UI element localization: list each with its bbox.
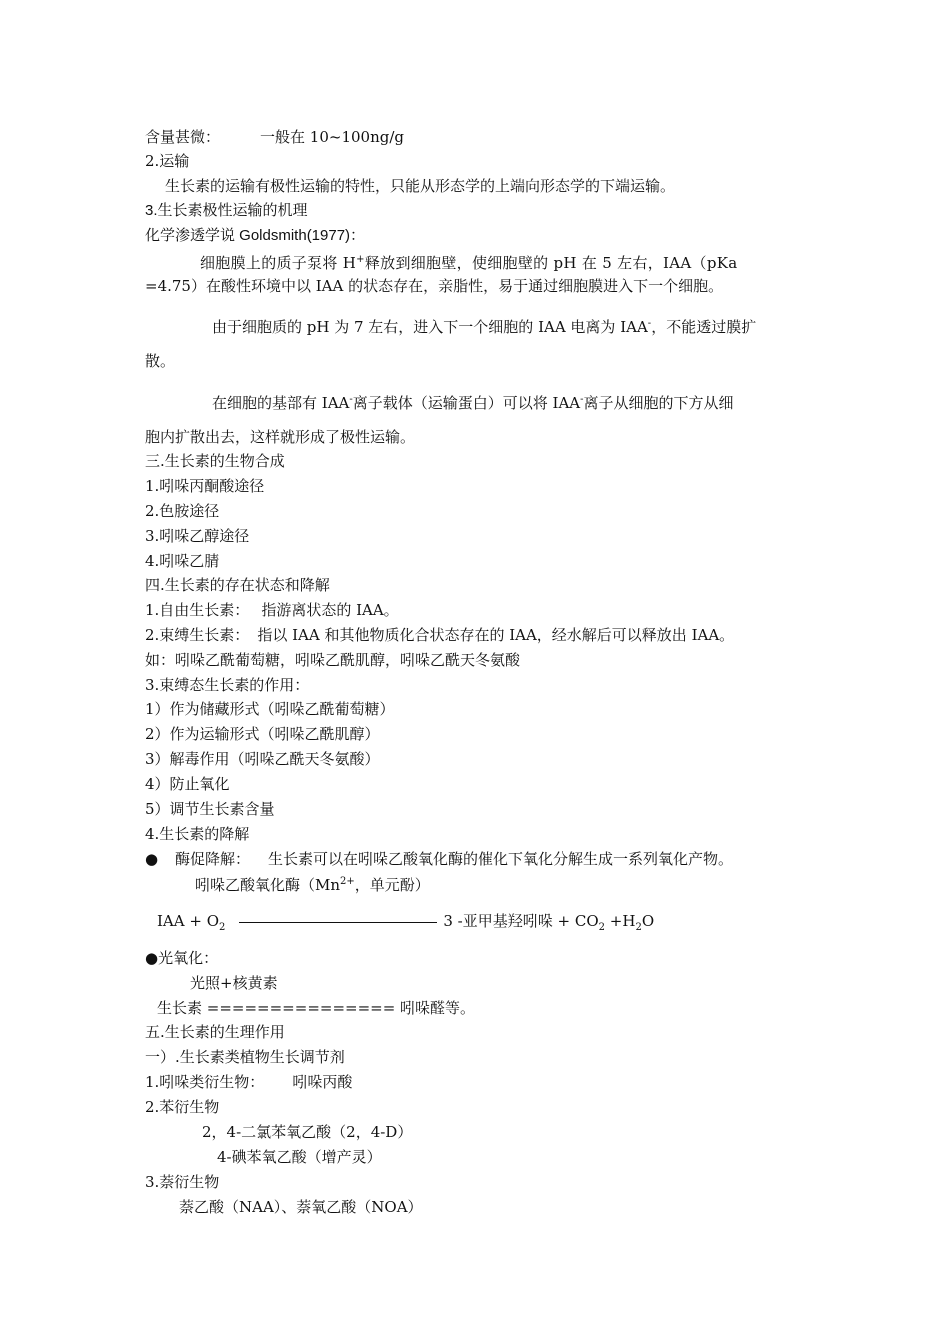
subscript: 2 bbox=[635, 922, 642, 933]
para-proton-pump-cont: =4.75）在酸性环境中以 IAA 的状态存在，亲脂性，易于通过细胞膜进入下一个细胞。 bbox=[145, 277, 724, 295]
superscript: + bbox=[356, 254, 365, 265]
heading-physiology: 五.生长素的生理作用 bbox=[145, 1023, 285, 1041]
text: 1.自由生长素： bbox=[145, 601, 250, 619]
list-item: 3.吲哚乙醇途径 bbox=[145, 527, 250, 545]
text: 吲哚丙酸 bbox=[292, 1073, 353, 1091]
list-item: 1）作为储藏形式（吲哚乙酰葡萄糖） bbox=[145, 700, 395, 718]
list-item: 3.萘衍生物 bbox=[145, 1173, 220, 1191]
text: 酶促降解： bbox=[175, 850, 251, 868]
list-item-enzymatic bbox=[145, 848, 733, 870]
heading-bound-role: 3.束缚态生长素的作用： bbox=[145, 676, 310, 694]
text: 1.吲哚类衍生物： bbox=[145, 1073, 265, 1091]
list-item: 3）解毒作用（吲哚乙酰天冬氨酸） bbox=[145, 750, 380, 768]
heading-degradation: 4.生长素的降解 bbox=[145, 825, 250, 843]
text: 细胞膜上的质子泵将 H bbox=[200, 254, 357, 272]
text: ，不能透过膜扩 bbox=[651, 318, 757, 336]
text: IAA + O bbox=[157, 912, 219, 930]
enzyme-label bbox=[195, 874, 430, 896]
text: ，单元酚） bbox=[354, 876, 430, 894]
text: 离子载体（运输蛋白）可以将 IAA bbox=[352, 394, 581, 412]
list-item-photo-oxidation: ●光氧化： bbox=[145, 949, 219, 967]
subscript: 2 bbox=[598, 922, 606, 933]
list-item bbox=[145, 624, 734, 646]
heading-transport: 2.运输 bbox=[145, 152, 190, 170]
reaction-equation bbox=[157, 910, 654, 932]
text: 在细胞的基部有 IAA bbox=[212, 394, 350, 412]
heading-mechanism: 3.生长素极性运输的机理 bbox=[145, 202, 308, 219]
para-carrier bbox=[212, 392, 734, 414]
text: +H bbox=[605, 912, 636, 930]
text: 释放到细胞壁，使细胞壁的 pH 在 5 左右，IAA（pKa bbox=[364, 254, 738, 272]
text: 离子从细胞的下方从细 bbox=[583, 394, 734, 412]
photo-reaction: 生长素 =============== 吲哚醛等。 bbox=[157, 999, 476, 1017]
list-item bbox=[145, 599, 399, 621]
list-item: 1.吲哚丙酮酸途径 bbox=[145, 477, 265, 495]
list-item bbox=[145, 1071, 352, 1093]
superscript: - bbox=[349, 394, 353, 405]
para-proton-pump bbox=[200, 252, 738, 274]
text: 生长素可以在吲哚乙酸氧化酶的催化下氧化分解生成一系列氧化产物。 bbox=[268, 850, 734, 868]
condition-label: 光照+核黄素 bbox=[190, 974, 278, 992]
list-item: 4.吲哚乙腈 bbox=[145, 552, 220, 570]
list-item: 2.苯衍生物 bbox=[145, 1098, 220, 1116]
example-line: 如：吲哚乙酰葡萄糖，吲哚乙酰肌醇，吲哚乙酰天冬氨酸 bbox=[145, 651, 521, 669]
reaction-arrow bbox=[239, 922, 437, 923]
text: 指以 IAA 和其他物质化合状态存在的 IAA，经水解后可以释放出 IAA。 bbox=[257, 626, 735, 644]
para-polar-transport: 生长素的运输有极性运输的特性，只能从形态学的上端向形态学的下端运输。 bbox=[165, 177, 676, 195]
superscript: - bbox=[580, 394, 584, 405]
text: 吲哚乙酸氧化酶（Mn bbox=[195, 876, 341, 894]
superscript: 2+ bbox=[340, 876, 355, 887]
para-carrier-cont: 胞内扩散出去，这样就形成了极性运输。 bbox=[145, 428, 416, 446]
text: 指游离状态的 IAA。 bbox=[261, 601, 399, 619]
list-item: 4）防止氧化 bbox=[145, 775, 230, 793]
sub-item: 2，4-二氯苯氧乙酸（2，4-D） bbox=[202, 1123, 413, 1141]
subscript: 2 bbox=[219, 922, 226, 933]
heading-states: 四.生长素的存在状态和降解 bbox=[145, 576, 330, 594]
text: 由于细胞质的 pH 为 7 左右，进入下一个细胞的 IAA 电离为 IAA bbox=[212, 318, 648, 336]
list-item: 2）作为运输形式（吲哚乙酰肌醇） bbox=[145, 725, 380, 743]
list-item: 2.色胺途径 bbox=[145, 502, 220, 520]
text: 3 -亚甲基羟吲哚 + CO bbox=[443, 912, 599, 930]
content-label: 含量甚微： bbox=[145, 128, 221, 146]
heading-chemiosmotic: 化学渗透学说 Goldsmith(1977)： bbox=[145, 227, 366, 244]
para-cytoplasm bbox=[212, 316, 756, 338]
heading-regulators: 一）.生长素类植物生长调节剂 bbox=[145, 1048, 345, 1066]
text: 2.束缚生长素： bbox=[145, 626, 250, 644]
line-content-amount bbox=[145, 126, 404, 148]
sub-item: 萘乙酸（NAA）、萘氧乙酸（NOA） bbox=[179, 1198, 423, 1216]
sub-item: 4-碘苯氧乙酸（增产灵） bbox=[217, 1148, 382, 1166]
heading-biosynthesis: 三.生长素的生物合成 bbox=[145, 452, 285, 470]
bullet-icon: ● bbox=[145, 850, 159, 868]
para-cytoplasm-cont: 散。 bbox=[145, 352, 176, 370]
superscript: - bbox=[647, 318, 652, 329]
content-value: 一般在 10~100ng/g bbox=[260, 128, 404, 146]
list-item: 5）调节生长素含量 bbox=[145, 800, 275, 818]
text: O bbox=[641, 912, 655, 930]
